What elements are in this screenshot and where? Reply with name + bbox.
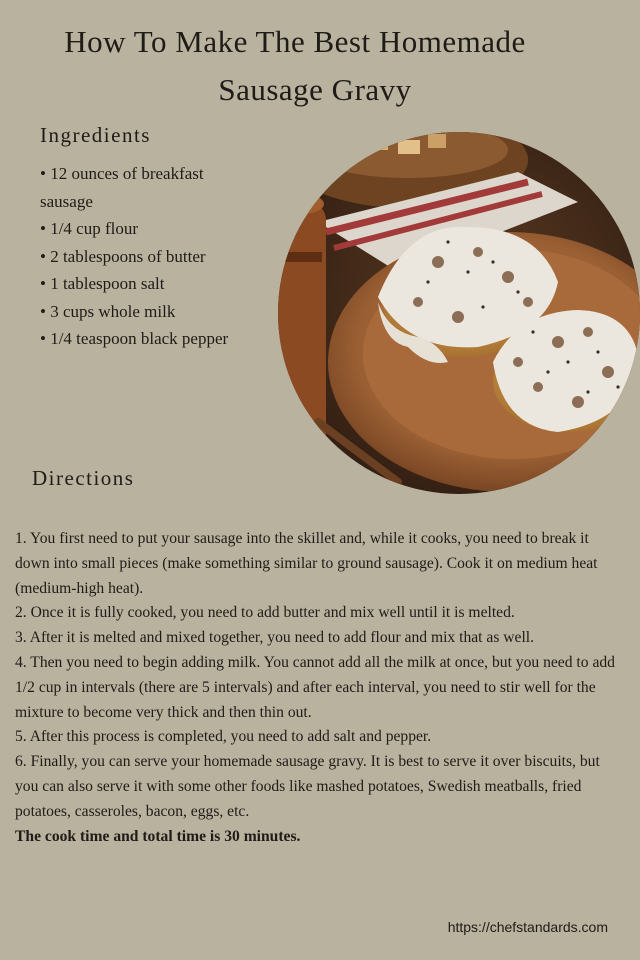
direction-step: 5. After this process is completed, you need to add salt and pepper. — [15, 728, 432, 746]
cook-time-note: The cook time and total time is 30 minutes. — [15, 827, 301, 845]
direction-step: 1. You first need to put your sausage into the skillet and, while it cooks, you need to break it down into small pieces (make something similar to ground sausage). Cook it on medium heat (medium-high heat). — [15, 530, 598, 597]
source-url[interactable]: https://chefstandards.com — [447, 919, 608, 935]
direction-step: 3. After it is melted and mixed together, you need to add flour and mix that as well. — [15, 629, 535, 647]
direction-step: 6. Finally, you can serve your homemade sausage gravy. It is best to serve it over biscuits, but you can also serve it with some other foods like mashed potatoes, Swedish meatballs, fried potatoes, casseroles, bacon, eggs, etc. — [15, 753, 600, 820]
ingredient-item: • 2 tablespoons of butter — [40, 243, 250, 271]
biscuits-and-gravy-photo — [278, 132, 640, 494]
direction-step: 4. Then you need to begin adding milk. You cannot add all the milk at once, but you need to add 1/2 cup in intervals (there are 5 intervals) and after each interval, you need to stir well for the mixture to become very thick and then thin out. — [15, 653, 615, 721]
directions-heading: Directions — [32, 466, 135, 490]
ingredients-heading: Ingredients — [40, 123, 151, 147]
ingredient-item: • 1/4 teaspoon black pepper — [40, 325, 250, 353]
biscuits-and-gravy-illustration — [278, 132, 640, 494]
direction-step: 2. Once it is fully cooked, you need to add butter and mix well until it is melted. — [15, 604, 515, 622]
page-title-line-1: How To Make The Best Homemade — [64, 24, 526, 59]
page-title-line-2: Sausage Gravy — [218, 72, 412, 107]
page-title — [0, 18, 640, 114]
ingredient-item: • 1 tablespoon salt — [40, 270, 250, 298]
ingredients-list — [40, 160, 250, 353]
ingredient-item: • 1/4 cup flour — [40, 215, 250, 243]
directions-list — [15, 527, 627, 849]
ingredient-item: • 12 ounces of breakfast sausage — [40, 160, 250, 215]
ingredient-item: • 3 cups whole milk — [40, 298, 250, 326]
